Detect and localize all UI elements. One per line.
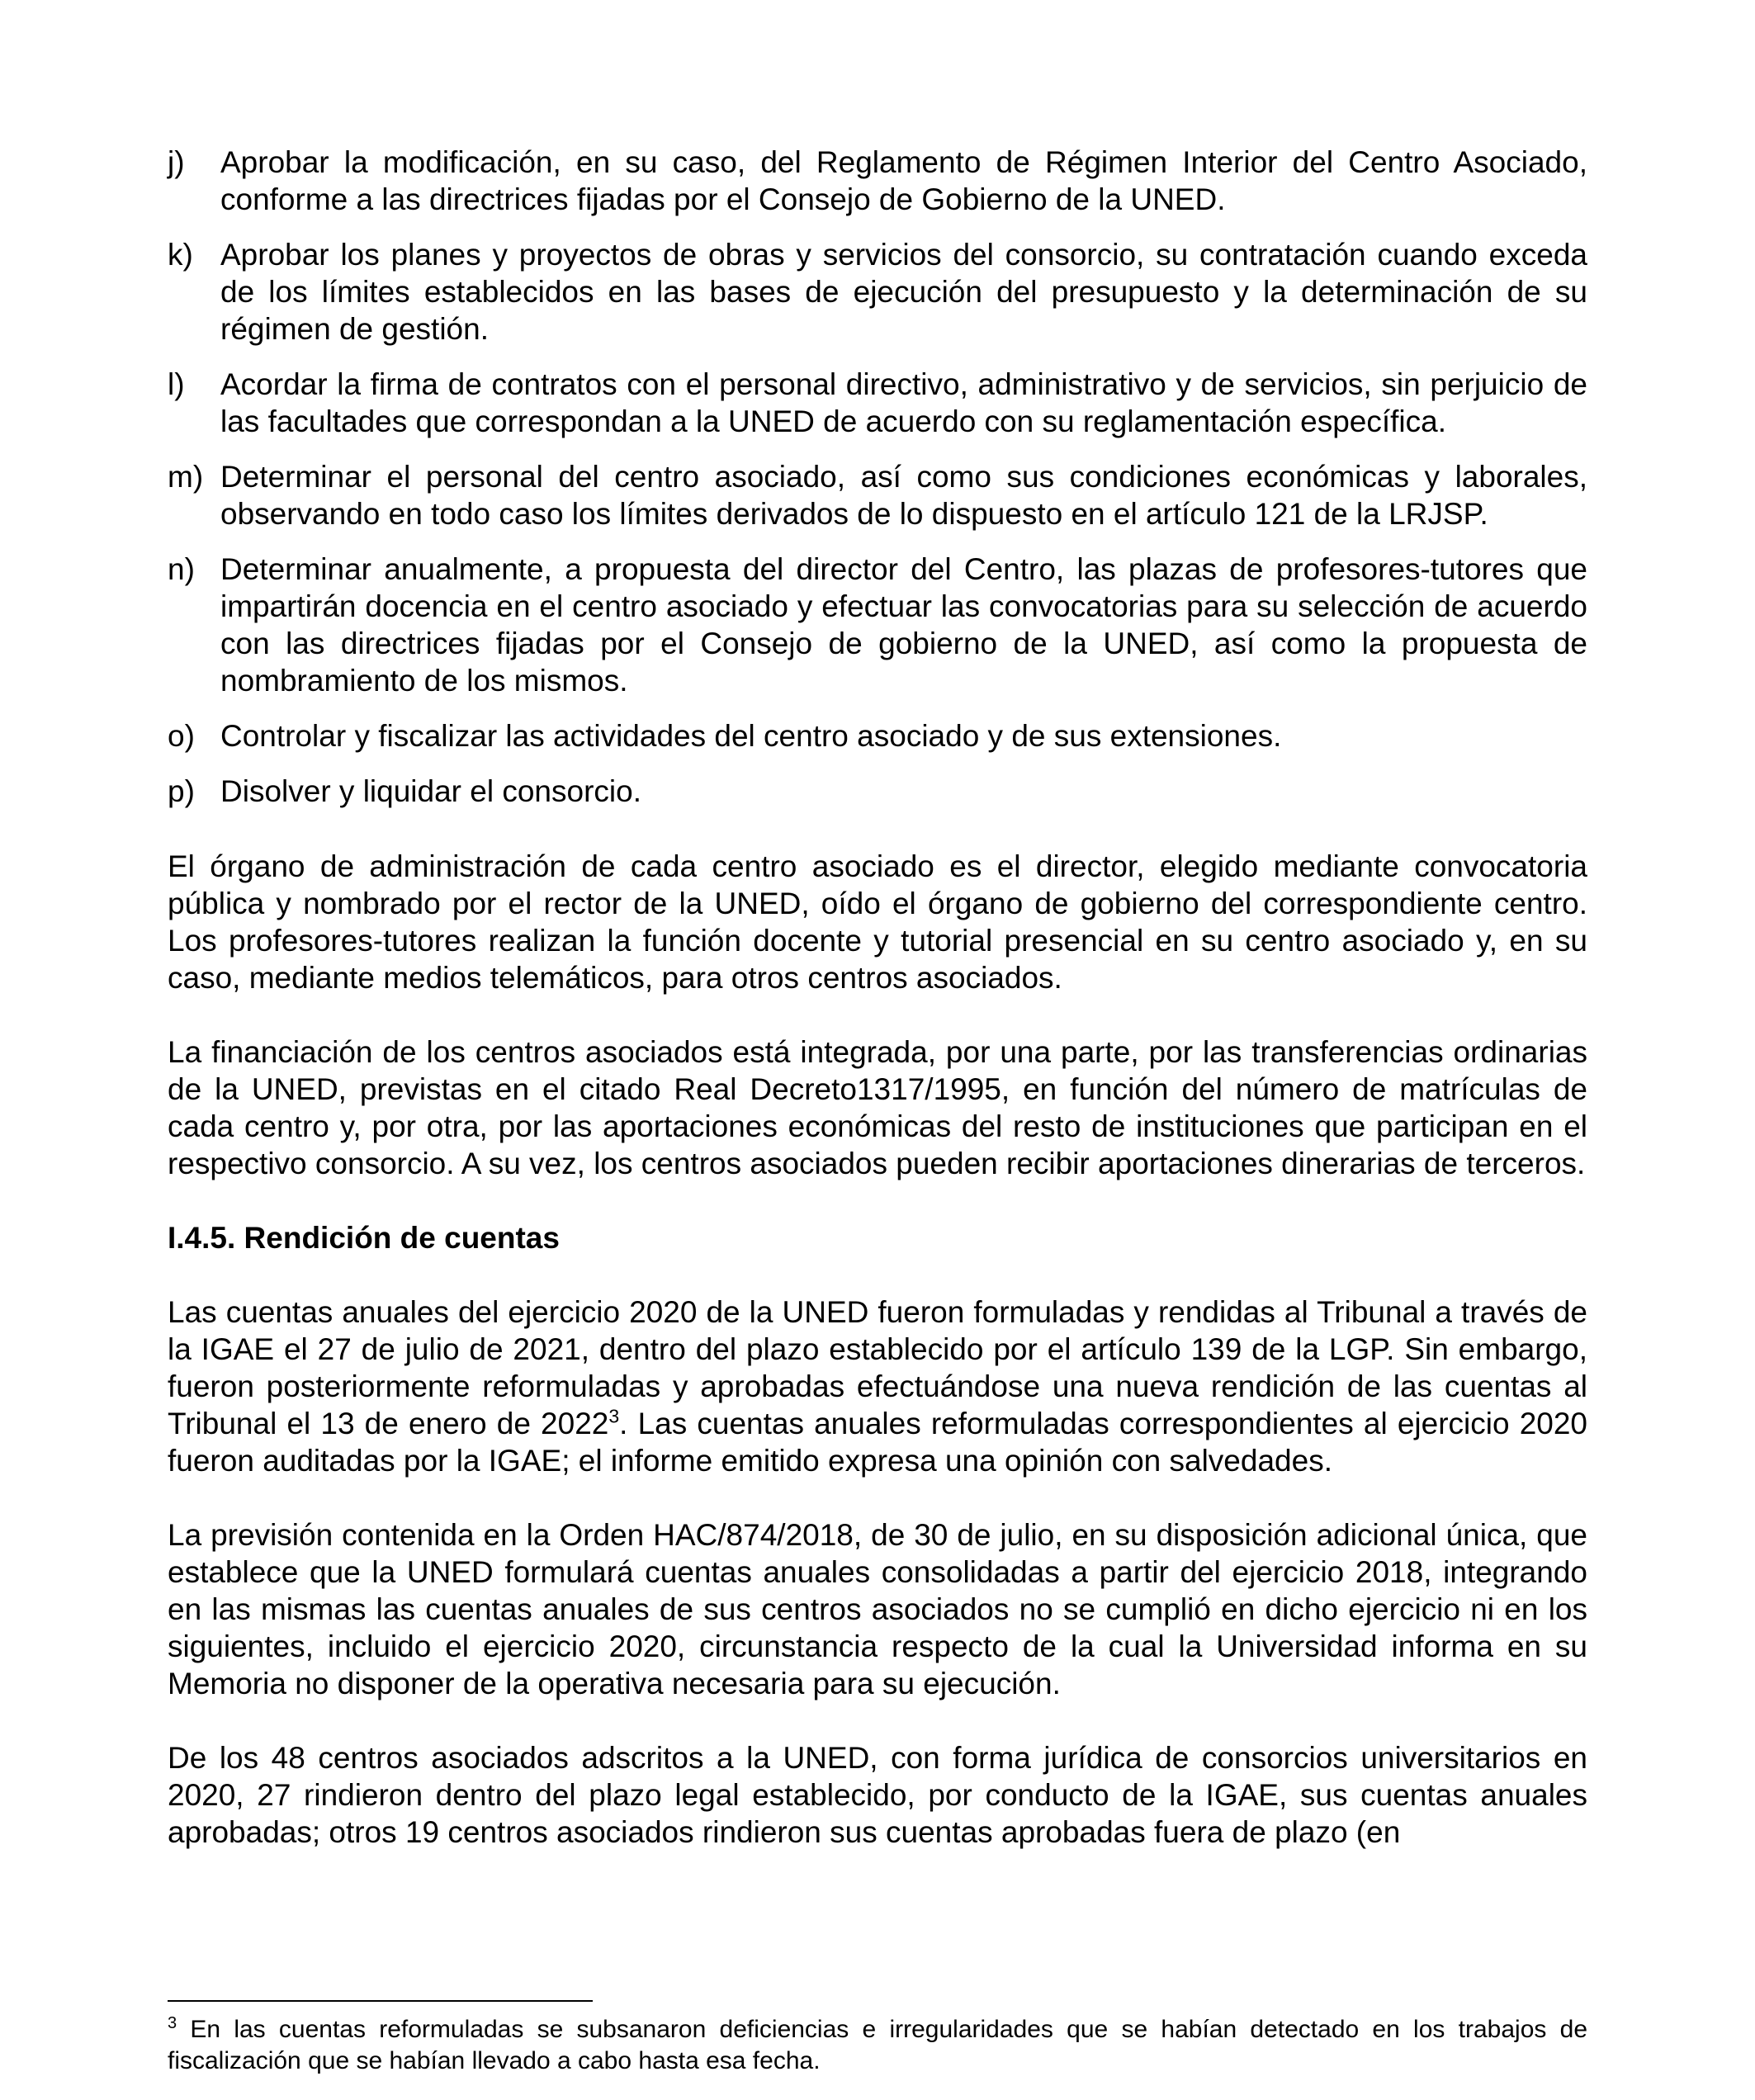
paragraph-accounts-text-continued: . Las cuentas anuales reformuladas correspondientes al ejercicio 2020 fueron auditadas por la IGAE; el informe emitido expresa una opinión con salvedades. [168,1407,1588,1478]
paragraph-centers: De los 48 centros asociados adscritos a la UNED, con forma jurídica de consorcios universitarios en 2020, 27 rindieron dentro del plazo legal establecido, por conducto de la IGAE, sus cuentas anuales aprobadas; otros 19 centros asociados rindieron sus cuentas aprobadas fuera de plazo (en [168,1741,1587,1849]
paragraph-administration: El órgano de administración de cada centro asociado es el director, elegido mediante convocatoria pública y nombrado por el rector de la UNED, oído el órgano de gobierno del correspondiente centro. Los profesores-tutores realizan la función docente y tutorial presencial en su centro asociado y, en su caso, mediante medios telemáticos, para otros centros asociados. [168,849,1587,995]
list-item-label: l) [168,367,185,401]
list-item [168,551,1587,699]
footnote-reference[interactable]: 3 [608,1405,620,1427]
list-item-label: p) [168,774,195,808]
list-item-text: Determinar el personal del centro asociado, así como sus condiciones económicas y laborales, observando en todo caso los límites derivados de lo dispuesto en el artículo 121 de la LRJSP. [220,460,1587,531]
list-item-text: Aprobar los planes y proyectos de obras y servicios del consorcio, su contratación cuando exceda de los límites establecidos en las bases de ejecución del presupuesto y la determinación de su régimen de gestión. [220,238,1587,346]
list-item [168,366,1587,440]
list-item-text: Acordar la firma de contratos con el personal directivo, administrativo y de servicios, sin perjuicio de las facultades que correspondan a la UNED de acuerdo con su reglamentación específica. [220,367,1587,438]
list-item-text: Disolver y liquidar el consorcio. [220,774,641,808]
list-item-text: Aprobar la modificación, en su caso, del Reglamento de Régimen Interior del Centro Asociado, conforme a las directrices fijadas por el Consejo de Gobierno de la UNED. [220,145,1587,216]
section-heading: I.4.5. Rendición de cuentas [168,1221,560,1255]
list-item [168,458,1587,532]
list-item [168,717,1587,754]
list-item-label: n) [168,552,195,586]
page-content [168,144,1587,1888]
list-item-label: k) [168,238,193,272]
paragraph-accounts-text: Las cuentas anuales del ejercicio 2020 de la UNED fueron formuladas y rendidas al Tribunal a través de la IGAE el 27 de julio de 2021, dentro del plazo establecido por el artículo 139 de la LGP. Sin embargo, fueron posteriormente reformuladas y aprobadas efectuándose una nueva rendición de las cuentas al Tribunal el 13 de enero de 2022 [168,1295,1587,1440]
list-item-text: Controlar y fiscalizar las actividades del centro asociado y de sus extensiones. [220,719,1282,753]
paragraph-consolidated: La previsión contenida en la Orden HAC/874/2018, de 30 de julio, en su disposición adicional única, que establece que la UNED formulará cuentas anuales consolidadas a partir del ejercicio 2018, integrando en las mismas las cuentas anuales de sus centros asociados no se cumplió en dicho ejercicio ni en los siguientes, incluido el ejercicio 2020, circunstancia respecto de la cual la Universidad informa en su Memoria no disponer de la operativa necesaria para su ejecución. [168,1518,1587,1700]
list-item [168,236,1587,348]
list-item-text: Determinar anualmente, a propuesta del director del Centro, las plazas de profesores-tutores que impartirán docencia en el centro asociado y efectuar las convocatorias para su selección de acuerdo con las directrices fijadas por el Consejo de gobierno de la UNED, así como la propuesta de nombramiento de los mismos. [220,552,1587,698]
paragraph-financing: La financiación de los centros asociados está integrada, por una parte, por las transferencias ordinarias de la UNED, previstas en el citado Real Decreto1317/1995, en función del número de matrículas de cada centro y, por otra, por las aportaciones económicas del resto de instituciones que participan en el respectivo consorcio. A su vez, los centros asociados pueden recibir aportaciones dinerarias de terceros. [168,1035,1587,1180]
list-item [168,773,1587,810]
list-item [168,144,1587,218]
footnote-number: 3 [168,2014,177,2032]
paragraph-accounts [168,1294,1587,1479]
footnote [168,2014,1587,2077]
list-item-label: m) [168,460,204,494]
list-item-label: j) [168,145,185,179]
list-item-label: o) [168,719,195,753]
functions-list [168,144,1587,810]
footnote-text: En las cuentas reformuladas se subsanaron deficiencias e irregularidades que se habían detectado en los trabajos de fiscalización que se habían llevado a cabo hasta esa fecha. [168,2016,1587,2074]
footnote-separator [168,2000,593,2002]
